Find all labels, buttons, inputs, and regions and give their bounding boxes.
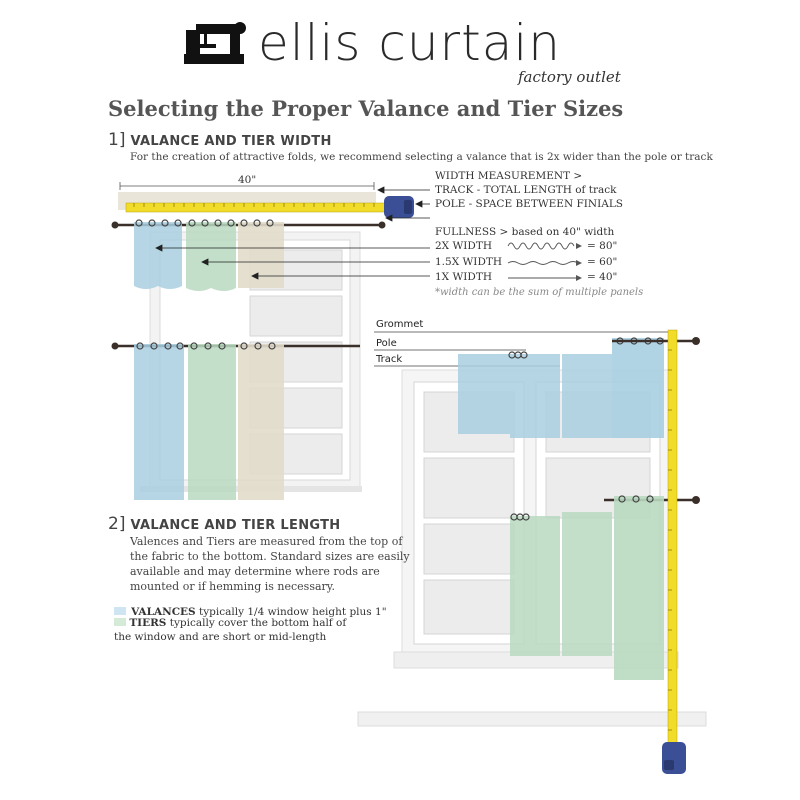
width-1x-value: = 40" bbox=[587, 271, 618, 283]
pole-valance bbox=[510, 354, 560, 438]
section-1-description: For the creation of attractive folds, we recommend selecting a valance that is 2x wider than the pole or track bbox=[130, 151, 713, 163]
fullness-label: FULLNESS > based on 40" width bbox=[435, 226, 615, 238]
valance-green bbox=[186, 222, 236, 291]
legend-tiers bbox=[114, 616, 364, 644]
wave-15x-icon bbox=[508, 262, 578, 265]
tier-green bbox=[188, 344, 236, 500]
width-15x-label: 1.5X WIDTH bbox=[435, 256, 503, 268]
tier-green-2 bbox=[562, 512, 612, 656]
brand-name: ellis curtain bbox=[258, 14, 561, 72]
legend-valances-title: VALANCES bbox=[131, 606, 196, 618]
valance-beige bbox=[238, 222, 284, 288]
legend-valances-text: typically 1/4 window height plus 1" bbox=[199, 606, 387, 618]
grommet-label: Grommet bbox=[376, 319, 424, 330]
tier-green-3 bbox=[614, 496, 664, 680]
brand-tagline: factory outlet bbox=[518, 68, 621, 86]
valance-swatch bbox=[114, 607, 126, 615]
tier-green-1 bbox=[510, 516, 560, 656]
section-2-number: 2] bbox=[108, 514, 126, 534]
wave-2x-icon bbox=[508, 243, 574, 249]
section-1-heading bbox=[108, 130, 332, 150]
track-rod-label: Track bbox=[376, 354, 403, 365]
pole-label: POLE - SPACE BETWEEN FINIALS bbox=[435, 198, 623, 210]
width-measurement-label: WIDTH MEASUREMENT > bbox=[435, 170, 583, 182]
width-15x-value: = 60" bbox=[587, 256, 618, 268]
section-2-body: Valences and Tiers are measured from the top of the fabric to the bottom. Standard sizes are easily available and may determine where rods are mounted or if hemming is necessary. bbox=[130, 535, 410, 593]
pole-rod-label: Pole bbox=[376, 338, 397, 349]
sewing-machine-icon bbox=[184, 22, 246, 64]
tape-measure bbox=[126, 203, 388, 212]
width-2x-value: = 80" bbox=[587, 240, 618, 252]
section-2-title: VALANCE AND TIER LENGTH bbox=[130, 518, 341, 533]
tier-beige bbox=[238, 344, 284, 500]
grommet-valance bbox=[562, 354, 612, 438]
tier-blue bbox=[134, 344, 184, 500]
floor-baseboard bbox=[358, 712, 706, 726]
width-footnote: *width can be the sum of multiple panels bbox=[435, 287, 644, 298]
section-1-title: VALANCE AND TIER WIDTH bbox=[130, 134, 332, 149]
legend-tiers-text: typically cover the bottom half of the window and are short or mid-length bbox=[114, 617, 347, 643]
valance-blue bbox=[134, 222, 182, 289]
track-label: TRACK - TOTAL LENGTH of track bbox=[435, 184, 617, 196]
track-valance bbox=[458, 354, 510, 434]
width-1x-label: 1X WIDTH bbox=[435, 271, 493, 283]
width-2x-label: 2X WIDTH bbox=[435, 240, 493, 252]
section-1-number: 1] bbox=[108, 130, 126, 150]
vertical-tape-measure bbox=[668, 330, 677, 750]
legend-tiers-title: TIERS bbox=[129, 617, 167, 629]
section-2-heading bbox=[108, 514, 340, 534]
tier-swatch bbox=[114, 618, 126, 626]
grommet-valance-2 bbox=[612, 338, 664, 438]
measure-label: 40" bbox=[238, 174, 257, 186]
page-title: Selecting the Proper Valance and Tier Sizes bbox=[108, 96, 624, 121]
